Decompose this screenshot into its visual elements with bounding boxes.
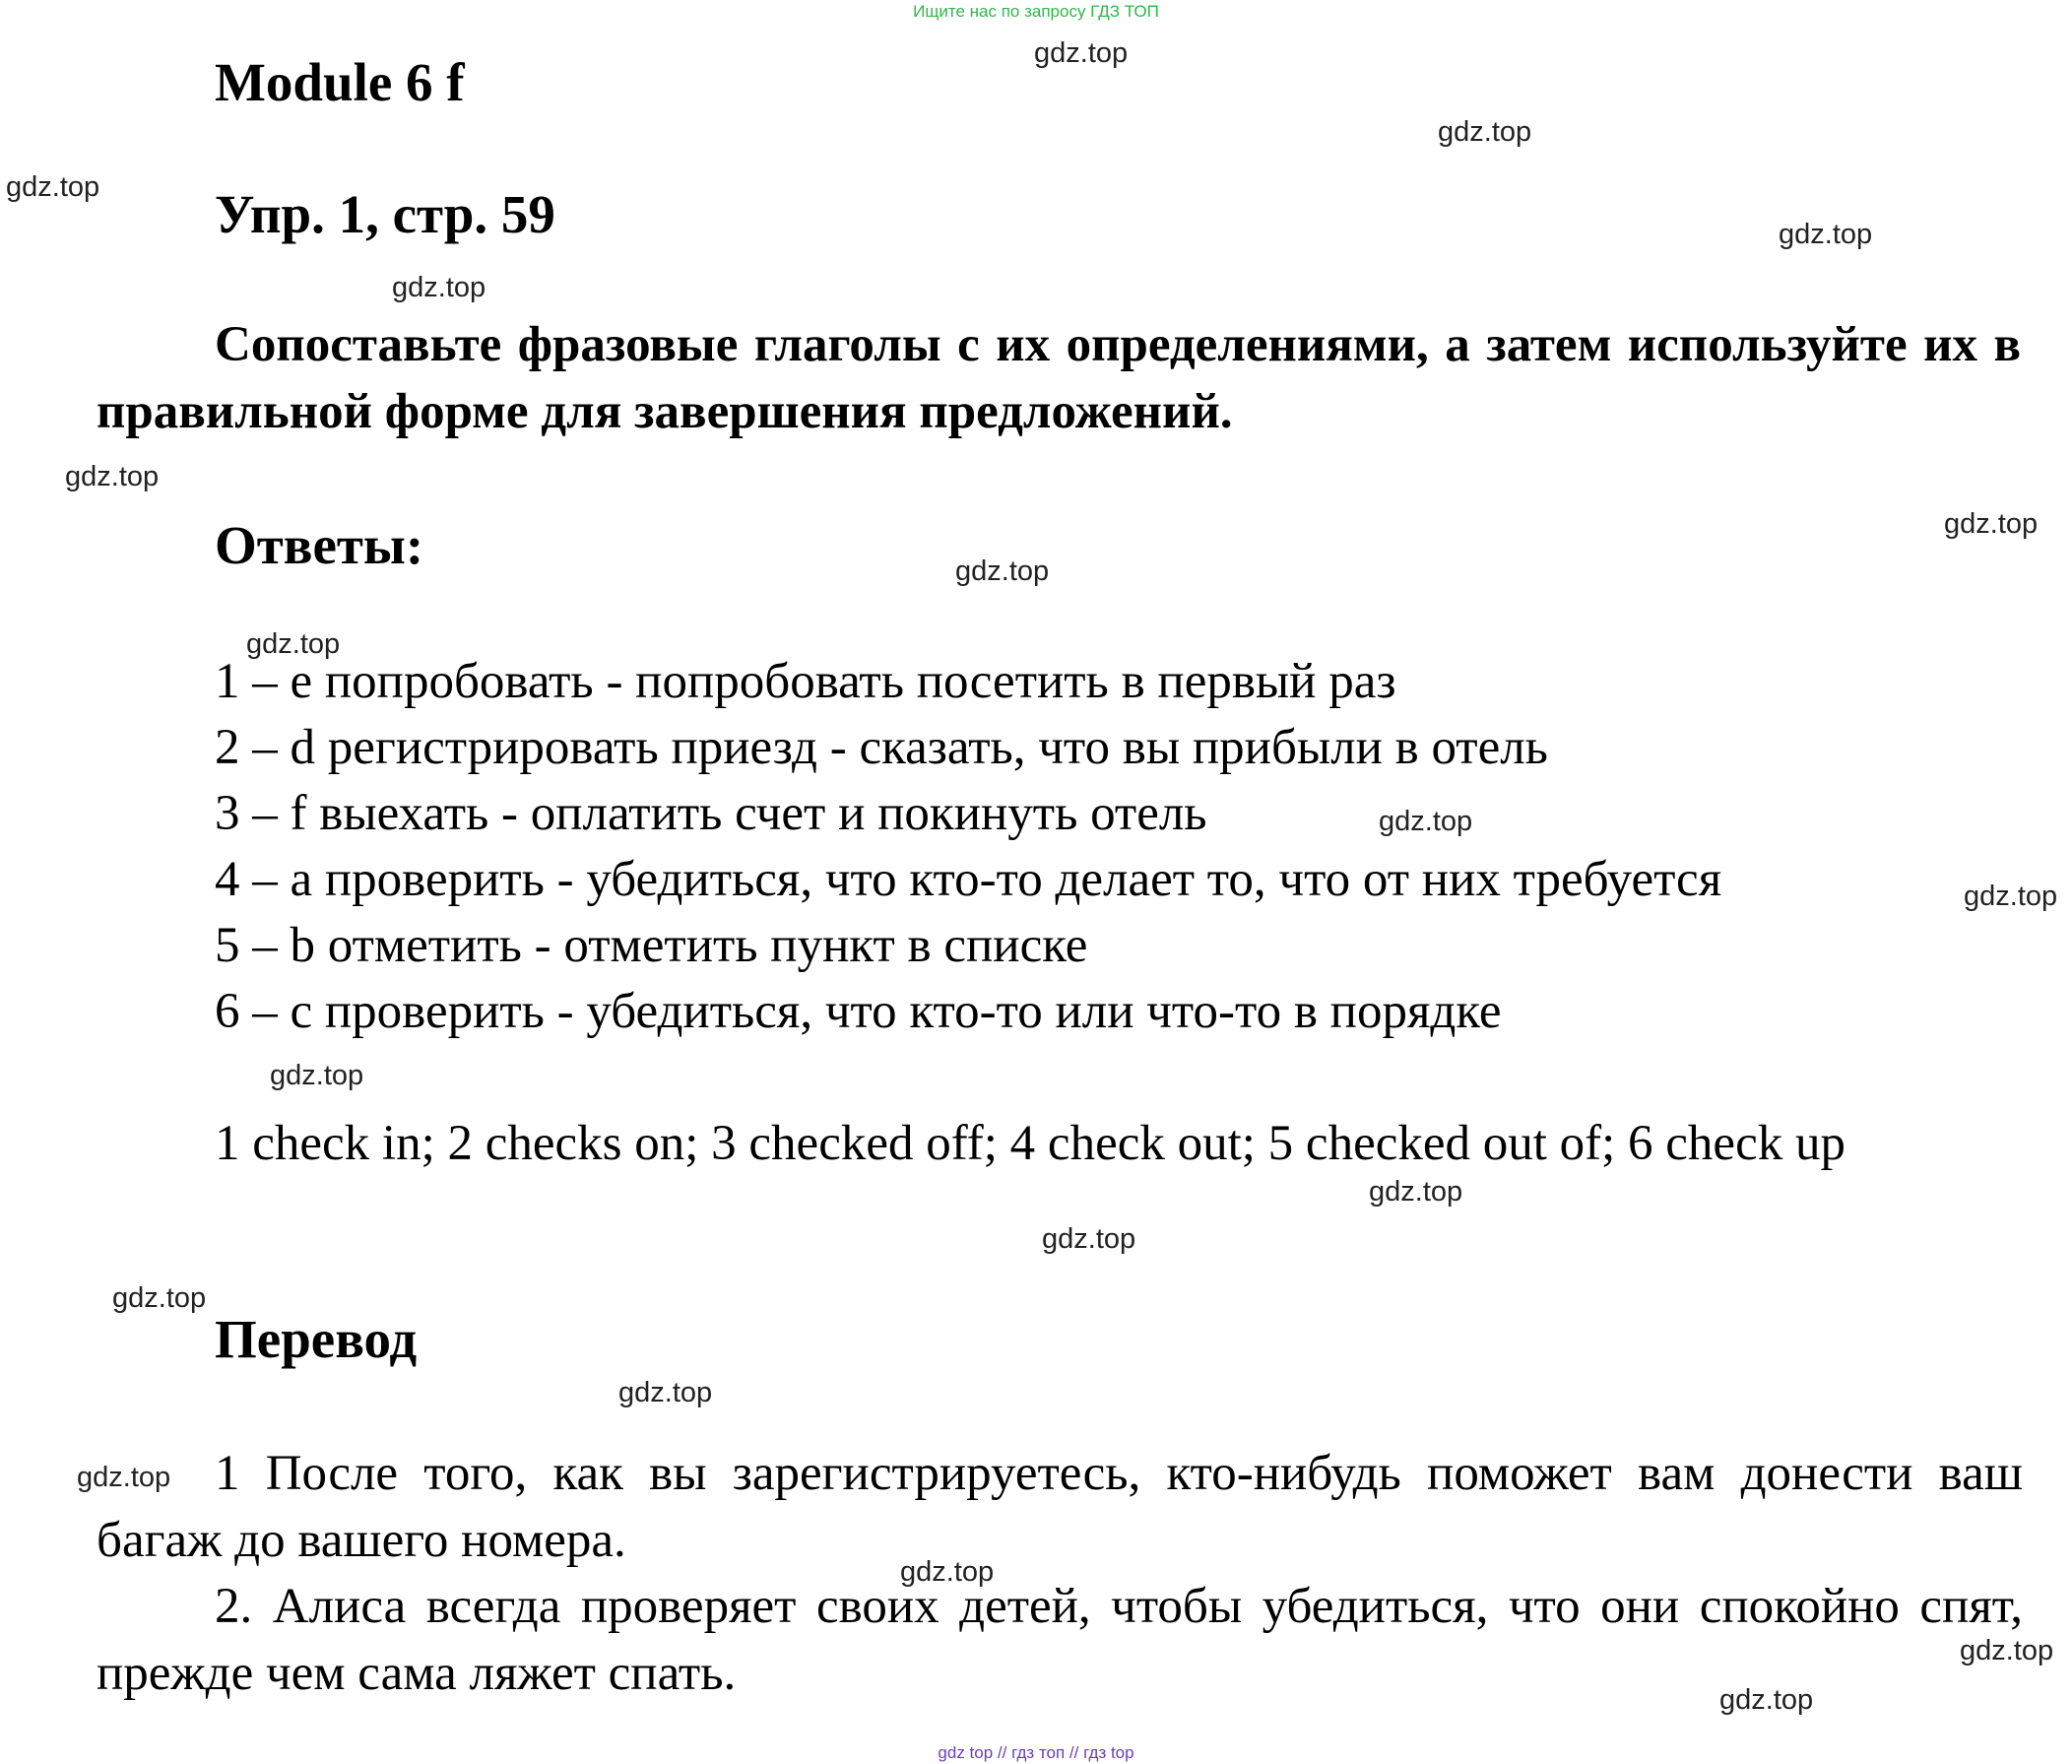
watermark: gdz.top — [77, 1462, 171, 1493]
translation-item-2: 2. Алиса всегда проверяет своих детей, чтобы убедиться, что они спокойно спят, прежде чем сама ляжет спать. — [97, 1579, 2023, 1701]
watermark: gdz.top — [1042, 1223, 1136, 1255]
answers-heading: Ответы: — [215, 515, 424, 575]
watermark: gdz.top — [65, 461, 160, 492]
watermark: gdz.top — [1438, 116, 1532, 148]
answer-item: 1 – e попробовать - попробовать посетить в первый раз — [215, 654, 1396, 709]
answer-item: 6 – c проверить - убедиться, что кто-то или что-то в порядке — [215, 984, 1502, 1039]
answer-item: 4 – a проверить - убедиться, что кто-то делает то, что от них требуется — [215, 852, 1722, 907]
watermark: gdz.top — [1379, 806, 1473, 837]
watermark: gdz.top — [270, 1060, 364, 1091]
module-title: Module 6 f — [215, 52, 465, 112]
translation-item-1: 1 После того, как вы зарегистрируетесь, кто-нибудь поможет вам донести ваш багаж до вашего номера. — [97, 1446, 2023, 1568]
translation-heading: Перевод — [215, 1309, 418, 1369]
answer-item: 2 – d регистрировать приезд - сказать, что вы прибыли в отель — [215, 720, 1548, 775]
top-banner[interactable]: Ищите нас по запросу ГДЗ ТОП — [913, 2, 1159, 21]
exercise-title: Упр. 1, стр. 59 — [215, 184, 555, 244]
watermark: gdz.top — [1369, 1176, 1463, 1208]
watermark: gdz.top — [900, 1556, 995, 1588]
answer-item: 5 – b отметить - отметить пункт в списке — [215, 918, 1088, 973]
watermark: gdz.top — [1719, 1684, 1814, 1716]
watermark: gdz.top — [392, 272, 486, 303]
watermark: gdz.top — [1034, 37, 1129, 69]
watermark: gdz.top — [618, 1377, 713, 1408]
watermark: gdz.top — [1964, 881, 2058, 912]
watermark: gdz.top — [1779, 219, 1873, 250]
watermark: gdz.top — [246, 628, 341, 660]
answer-item: 3 – f выехать - оплатить счет и покинуть отель — [215, 786, 1207, 841]
watermark: gdz.top — [1960, 1635, 2054, 1666]
watermark: gdz.top — [112, 1282, 207, 1314]
watermark: gdz.top — [1944, 508, 2039, 540]
watermark: gdz.top — [6, 171, 100, 203]
task-text: Сопоставьте фразовые глаголы с их определениями, а затем используйте их в правильной форме для завершения предложений. — [97, 317, 2021, 439]
watermark: gdz.top — [955, 555, 1050, 587]
fill-in-answers: 1 check in; 2 checks on; 3 checked off; 4 check out; 5 checked out of; 6 check up — [215, 1116, 1845, 1171]
footer[interactable]: gdz top // гдз топ // гдз top — [938, 1743, 1134, 1762]
